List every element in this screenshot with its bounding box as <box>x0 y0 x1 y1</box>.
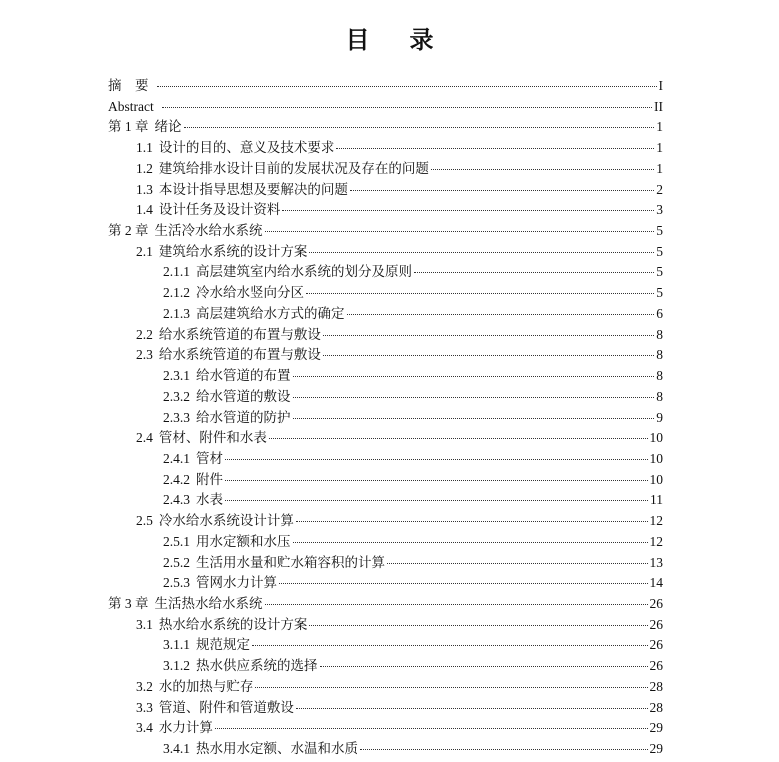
toc-entry-number: 2.5.2 <box>163 554 190 570</box>
dot-leader <box>336 148 654 149</box>
toc-entry <box>108 428 663 449</box>
toc-page-number: 10 <box>649 430 663 446</box>
toc-page-number: 13 <box>649 554 663 570</box>
toc-entry-text: 高层建筑给水方式的确定 <box>196 305 345 322</box>
toc-entry-number: 3.4.1 <box>163 741 190 756</box>
toc-entry <box>108 221 663 242</box>
toc-entry-text: 热水供应系统的选择 <box>196 658 318 675</box>
toc-page-number: 3 <box>656 202 663 218</box>
toc-page-number: 5 <box>656 285 663 301</box>
page-title: 目录 <box>345 26 474 54</box>
toc-entry <box>108 553 663 574</box>
toc-entry-text: 生活冷水给水系统 <box>154 223 263 240</box>
toc-entry-label <box>136 428 267 449</box>
toc-entry-number: 第 2 章 <box>108 223 149 239</box>
dot-leader <box>279 583 648 584</box>
toc-entry-label <box>136 200 280 221</box>
toc-page-number: 10 <box>649 450 663 466</box>
toc-entry-text: 给水管道的敷设 <box>196 388 291 405</box>
toc-entry-number: 2.3 <box>136 347 153 363</box>
toc-entry-label <box>163 573 277 594</box>
dot-leader <box>225 500 648 501</box>
toc-entry <box>108 304 663 325</box>
toc-page-number: 5 <box>656 223 663 239</box>
dot-leader <box>323 355 654 356</box>
toc-entry-label <box>136 325 321 346</box>
toc-page-number: 14 <box>649 575 663 591</box>
dot-leader <box>293 542 648 543</box>
toc-entry-label <box>136 138 334 159</box>
toc-page-number: 2 <box>656 181 663 197</box>
dot-leader <box>157 86 657 87</box>
dot-leader <box>265 604 648 605</box>
toc-entry-number: 2.1.1 <box>163 264 190 280</box>
toc-entry <box>108 470 663 491</box>
dot-leader <box>309 625 647 626</box>
toc-entry <box>108 739 663 760</box>
toc-entry-text: 生活热水给水系统 <box>154 595 263 612</box>
dot-leader <box>306 293 654 294</box>
toc-entry <box>108 408 663 429</box>
toc-page-number: 11 <box>650 492 663 508</box>
toc-page-number: 12 <box>649 513 663 529</box>
toc-entry-number: 3.1.2 <box>163 658 190 674</box>
toc-page-number: 5 <box>656 243 663 259</box>
toc-entry-text: 管材、附件和水表 <box>158 430 267 447</box>
toc-page-number: 10 <box>649 471 663 487</box>
toc-entry-number: 2.3.2 <box>163 388 190 404</box>
toc-page-number: 1 <box>656 119 663 135</box>
toc-entry-number: 2.1 <box>136 243 153 259</box>
toc-entry-text: 给水系统管道的布置与敷设 <box>158 326 321 343</box>
toc-entry-number: 2.5.3 <box>163 575 190 591</box>
dot-leader <box>347 314 655 315</box>
table-of-contents <box>108 76 663 760</box>
toc-entry-text: 规范规定 <box>196 637 250 654</box>
toc-entry <box>108 138 663 159</box>
toc-page-number: 8 <box>656 368 663 384</box>
toc-entry-number: 1.2 <box>136 160 153 176</box>
toc-entry <box>108 615 663 636</box>
toc-entry-text: 绪论 <box>154 119 182 136</box>
toc-page-number: 26 <box>649 616 663 632</box>
toc-entry-number: 2.5.1 <box>163 533 190 549</box>
toc-entry <box>108 698 663 719</box>
toc-entry-label <box>108 221 263 242</box>
dot-leader <box>309 252 654 253</box>
toc-entry-number: 2.4.2 <box>163 471 190 487</box>
toc-entry-label <box>163 553 385 574</box>
toc-entry <box>108 159 663 180</box>
toc-entry-text: 建筑给排水设计目前的发展状况及存在的问题 <box>158 160 429 177</box>
toc-entry-label <box>163 262 412 283</box>
toc-entry-text: 管道、附件和管道敷设 <box>158 699 294 716</box>
toc-page-number: 29 <box>649 720 663 736</box>
toc-page-number: 29 <box>649 741 663 756</box>
toc-entry-text: 附件 <box>196 471 223 488</box>
toc-entry-label <box>136 180 348 201</box>
toc-entry-text: 水的加热与贮存 <box>158 678 254 695</box>
toc-entry-text: 热水给水系统的设计方案 <box>158 616 308 633</box>
toc-entry-label <box>163 283 304 304</box>
toc-page-number: 1 <box>656 140 663 156</box>
toc-entry-text: 生活用水量和贮水箱容积的计算 <box>196 554 385 571</box>
toc-page-number: 5 <box>656 264 663 280</box>
toc-entry-label <box>136 698 294 719</box>
toc-entry <box>108 242 663 263</box>
toc-entry-number: 1.3 <box>136 181 153 197</box>
toc-entry-label <box>136 511 294 532</box>
dot-leader <box>225 480 648 481</box>
toc-entry-number: 1.1 <box>136 140 153 156</box>
toc-entry-number: 3.1 <box>136 616 153 632</box>
toc-entry-label <box>136 718 213 739</box>
toc-entry-number: Abstract <box>108 98 154 114</box>
toc-page-number: 26 <box>649 637 663 653</box>
toc-entry-label <box>163 656 318 677</box>
toc-entry-number: 2.1.2 <box>163 285 190 301</box>
toc-entry-text: 管网水力计算 <box>196 575 277 592</box>
toc-entry-label <box>136 345 321 366</box>
toc-entry-text: 高层建筑室内给水系统的划分及原则 <box>196 264 412 281</box>
toc-entry-text: 水力计算 <box>158 720 213 737</box>
toc-entry-text: 管材 <box>196 450 223 467</box>
toc-entry <box>108 532 663 553</box>
toc-page-number: 8 <box>656 388 663 404</box>
dot-leader <box>320 666 648 667</box>
dot-leader <box>265 231 655 232</box>
toc-entry-number: 2.3.3 <box>163 409 190 425</box>
toc-entry-number: 1.4 <box>136 202 153 218</box>
dot-leader <box>282 210 654 211</box>
dot-leader <box>293 418 655 419</box>
toc-entry <box>108 366 663 387</box>
toc-entry-number: 摘 要 <box>108 78 149 93</box>
toc-entry-label <box>108 76 155 97</box>
toc-entry-text: 冷水给水竖向分区 <box>196 285 304 302</box>
dot-leader <box>387 563 648 564</box>
toc-entry-text: 水表 <box>196 492 223 509</box>
toc-entry-label <box>136 242 307 263</box>
toc-entry <box>108 656 663 677</box>
toc-entry-number: 第 1 章 <box>108 119 149 135</box>
dot-leader <box>431 169 654 170</box>
toc-entry-text: 热水用水定额、水温和水质 <box>196 741 358 757</box>
toc-entry-number: 2.4.3 <box>163 492 190 508</box>
toc-entry-number: 2.1.3 <box>163 305 190 321</box>
toc-page-number: 8 <box>656 326 663 342</box>
toc-entry <box>108 97 663 118</box>
dot-leader <box>360 749 648 750</box>
toc-entry-number: 3.3 <box>136 699 153 715</box>
toc-entry-number: 2.3.1 <box>163 368 190 384</box>
dot-leader <box>269 438 648 439</box>
toc-entry <box>108 635 663 656</box>
dot-leader <box>215 728 648 729</box>
toc-entry <box>108 594 663 615</box>
toc-page-number: 1 <box>656 160 663 176</box>
dot-leader <box>350 190 654 191</box>
toc-entry <box>108 345 663 366</box>
toc-page-number: 12 <box>649 533 663 549</box>
toc-entry-text: 用水定额和水压 <box>196 533 291 550</box>
toc-entry-number: 2.4 <box>136 430 153 446</box>
toc-entry-label <box>163 635 250 656</box>
toc-entry-number: 2.5 <box>136 513 153 529</box>
toc-entry-text: 给水管道的布置 <box>196 368 291 385</box>
toc-entry <box>108 180 663 201</box>
toc-entry <box>108 262 663 283</box>
toc-page-number: 28 <box>649 699 663 715</box>
toc-entry-label <box>136 615 307 636</box>
dot-leader <box>225 459 648 460</box>
toc-entry <box>108 511 663 532</box>
toc-entry-text: 设计任务及设计资料 <box>158 202 281 219</box>
dot-leader <box>296 708 648 709</box>
toc-page-number: 26 <box>649 658 663 674</box>
toc-entry <box>108 283 663 304</box>
toc-entry-label <box>136 677 253 698</box>
toc-entry-number: 3.2 <box>136 678 153 694</box>
toc-entry-label <box>163 366 291 387</box>
toc-entry <box>108 117 663 138</box>
toc-page-number: 28 <box>649 678 663 694</box>
toc-entry-label <box>108 97 160 118</box>
toc-entry <box>108 200 663 221</box>
toc-entry-number: 2.2 <box>136 326 153 342</box>
dot-leader <box>293 397 655 398</box>
toc-entry-label <box>163 387 291 408</box>
toc-entry-text: 设计的目的、意义及技术要求 <box>158 140 335 157</box>
toc-entry-text: 给水管道的防护 <box>196 409 291 426</box>
dot-leader <box>323 335 654 336</box>
toc-entry <box>108 573 663 594</box>
toc-entry-label <box>108 117 182 138</box>
dot-leader <box>162 107 652 108</box>
dot-leader <box>414 272 654 273</box>
toc-entry-label <box>108 594 263 615</box>
toc-entry <box>108 325 663 346</box>
dot-leader <box>296 521 648 522</box>
toc-entry-text: 给水系统管道的布置与敷设 <box>158 347 321 364</box>
toc-entry-text: 冷水给水系统设计计算 <box>158 513 294 530</box>
toc-entry <box>108 449 663 470</box>
toc-entry <box>108 490 663 511</box>
toc-page-number: 9 <box>656 409 663 425</box>
toc-entry <box>108 387 663 408</box>
dot-leader <box>293 376 655 377</box>
toc-entry-number: 3.4 <box>136 720 153 736</box>
toc-entry-text: 建筑给水系统的设计方案 <box>158 243 308 260</box>
toc-entry <box>108 677 663 698</box>
toc-entry-text: 本设计指导思想及要解决的问题 <box>158 181 348 198</box>
toc-page-number: 26 <box>649 595 663 611</box>
toc-entry-label <box>163 532 291 553</box>
toc-page-number: II <box>654 98 663 114</box>
toc-entry-number: 3.1.1 <box>163 637 190 653</box>
toc-entry-label <box>163 408 291 429</box>
toc-page-number: 8 <box>656 347 663 363</box>
toc-entry-label <box>163 470 223 491</box>
toc-entry-number: 2.4.1 <box>163 450 190 466</box>
toc-entry-number: 第 3 章 <box>108 595 149 611</box>
toc-entry <box>108 718 663 739</box>
toc-entry-label <box>163 490 223 511</box>
toc-entry-label <box>136 159 429 180</box>
toc-entry-label <box>163 739 358 760</box>
toc-entry-label <box>163 304 345 325</box>
dot-leader <box>184 127 655 128</box>
dot-leader <box>255 687 647 688</box>
toc-page-number: I <box>658 78 663 93</box>
toc-entry <box>108 76 663 97</box>
toc-entry-label <box>163 449 223 470</box>
dot-leader <box>252 645 648 646</box>
toc-page-number: 6 <box>656 305 663 321</box>
